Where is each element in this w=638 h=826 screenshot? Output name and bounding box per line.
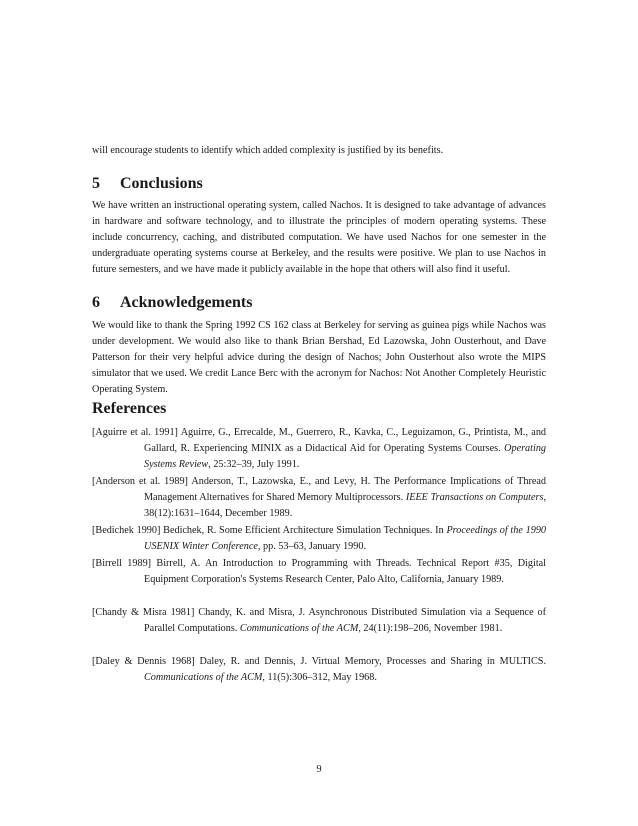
section-number: 6 bbox=[92, 294, 100, 311]
reference-key: [Anderson et al. 1989] bbox=[92, 476, 188, 487]
section-heading-conclusions bbox=[92, 174, 203, 194]
reference-text: Chandy, K. and Misra, J. Asynchronous Distributed Simulation via a Sequence of Parallel Computations. bbox=[144, 607, 547, 635]
reference-venue: Proceedings of the 1990 USENIX Winter Conference bbox=[144, 525, 547, 553]
reference-entry bbox=[92, 654, 546, 686]
carryover-text: will encourage students to identify which added complexity is justified by its benefits. bbox=[92, 145, 444, 156]
references-heading: References bbox=[92, 400, 167, 417]
reference-key: [Bedichek 1990] bbox=[92, 525, 161, 536]
reference-key: [Daley & Dennis 1968] bbox=[92, 656, 195, 667]
reference-text: Anderson, T., Lazowska, E., and Levy, H. The Performance Implications of Thread Management Alternatives for Shared Memory Multiprocessors. bbox=[144, 476, 546, 504]
reference-details: , 11(5):306–312, May 1968. bbox=[262, 672, 377, 684]
section-heading-acknowledgements bbox=[92, 293, 252, 313]
section-number: 5 bbox=[92, 175, 100, 192]
conclusions-paragraph: We have written an instructional operating system, called Nachos. It is designed to take advantage of advances in hardware and software technology, and to illustrate the principles of modern operating systems. These include concurrency, caching, and distributed computation. We have used Nachos for one semester in the undergraduate operating systems course at Berkeley, and the results were positive. We plan to use Nachos in future semesters, and we have made it publicly available in the hope that others will also find it useful. bbox=[92, 200, 546, 276]
reference-entry bbox=[92, 605, 546, 637]
reference-details: , pp. 53–63, January 1990. bbox=[257, 541, 367, 553]
page-number: 9 bbox=[316, 764, 322, 775]
reference-venue: Communications of the ACM bbox=[144, 672, 263, 684]
reference-text: Aguirre, G., Errecalde, M., Guerrero, R., Kavka, C., Leguizamon, G., Printista, M., and Gallard, R. Experiencing MINIX as a Didactical Aid for Operating Systems Courses. bbox=[144, 427, 547, 455]
reference-entry bbox=[92, 474, 546, 522]
reference-details: , 24(11):198–206, November 1981. bbox=[358, 623, 503, 635]
reference-details: , 38(12):1631–1644, December 1989. bbox=[144, 492, 546, 520]
reference-entry bbox=[92, 425, 546, 473]
reference-text: Bedichek, R. Some Efficient Architecture Simulation Techniques. In bbox=[163, 525, 444, 536]
reference-details: , 25:32–39, July 1991. bbox=[208, 459, 300, 471]
reference-key: [Birrell 1989] bbox=[92, 558, 152, 569]
section-title: Conclusions bbox=[120, 175, 203, 192]
acknowledgements-paragraph: We would like to thank the Spring 1992 CS 162 class at Berkeley for serving as guinea pigs while Nachos was under development. We would also like to thank Brian Bershad, Ed Lazowska, John Ousterhout, and Dave Patterson for their very helpful advice during the design of Nachos; John Ousterhout also wrote the MIPS simulator that we used. We credit Lance Berc with the acronym for Nachos: Not Another Completely Heuristic Operating System. bbox=[92, 320, 546, 396]
reference-entry bbox=[92, 523, 546, 555]
reference-venue: Operating Systems Review bbox=[144, 443, 547, 471]
section-title: Acknowledgements bbox=[120, 294, 253, 311]
reference-venue: Communications of the ACM bbox=[239, 623, 359, 635]
reference-entry bbox=[92, 556, 546, 588]
reference-text: Birrell, A. An Introduction to Programming with Threads. Technical Report #35, Digital Equipment Corporation's Systems Research Center, Palo Alto, California, January 1989. bbox=[144, 558, 546, 586]
reference-venue: IEEE Transactions on Computers bbox=[405, 492, 544, 504]
reference-text: Daley, R. and Dennis, J. Virtual Memory, Processes and Sharing in MULTICS. bbox=[199, 656, 546, 667]
reference-key: [Chandy & Misra 1981] bbox=[92, 607, 195, 618]
reference-key: [Aguirre et al. 1991] bbox=[92, 427, 178, 438]
